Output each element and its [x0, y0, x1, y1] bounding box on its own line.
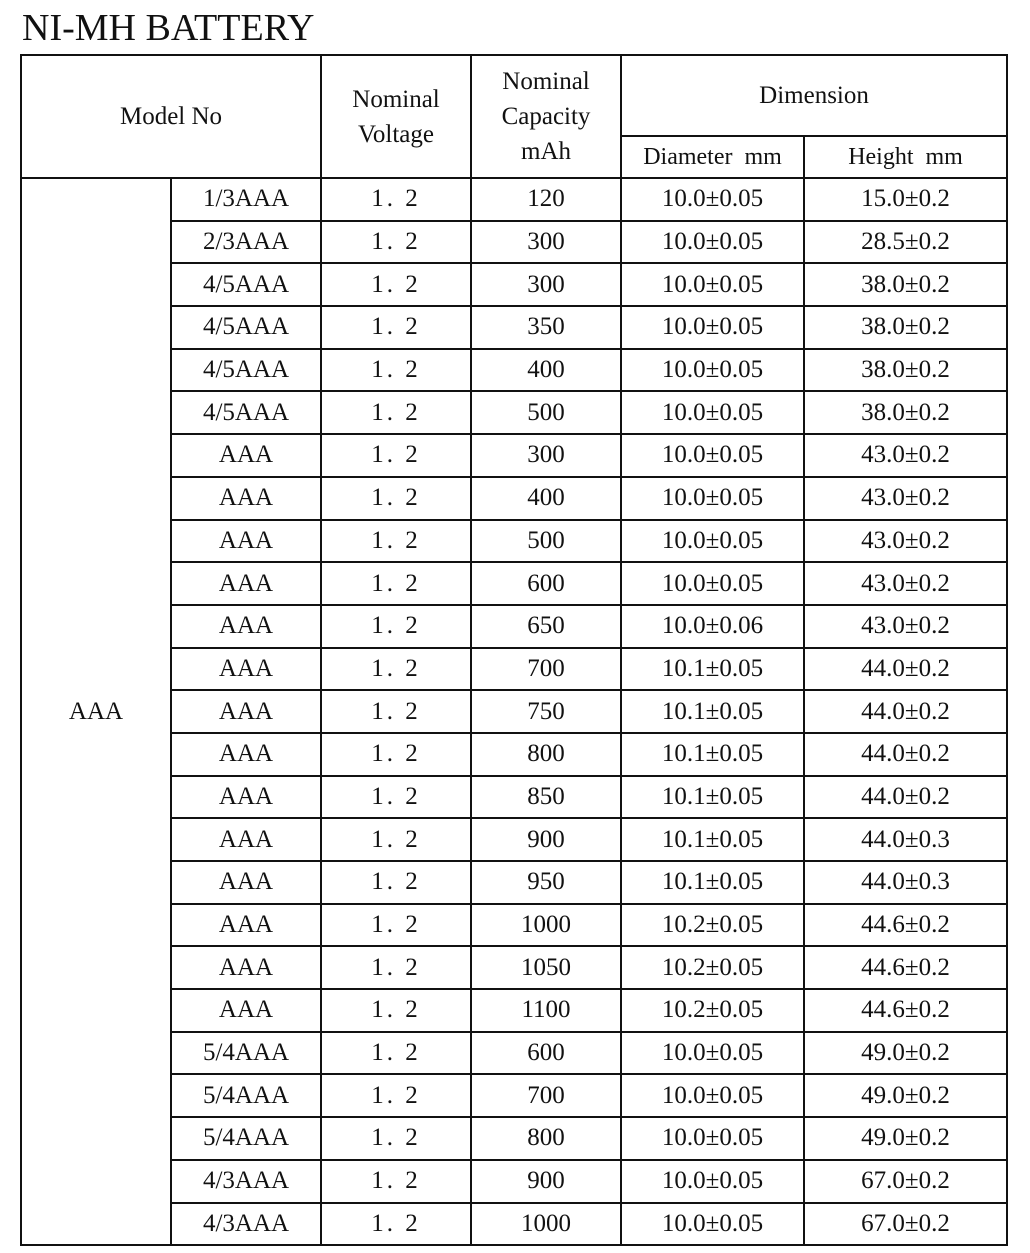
capacity-cell: 950 [471, 861, 621, 904]
capacity-cell: 500 [471, 520, 621, 563]
model-cell: AAA [171, 690, 321, 733]
height-cell: 44.0±0.2 [804, 648, 1007, 691]
header-row [21, 55, 1007, 136]
page-title: NI-MH BATTERY [22, 7, 315, 49]
capacity-cell: 400 [471, 477, 621, 520]
header-nominal-capacity [471, 55, 621, 178]
voltage-cell: 1. 2 [321, 1160, 471, 1203]
voltage-cell: 1. 2 [321, 562, 471, 605]
model-cell: 5/4AAA [171, 1117, 321, 1160]
model-cell: 4/5AAA [171, 391, 321, 434]
voltage-cell: 1. 2 [321, 221, 471, 264]
diameter-cell: 10.2±0.05 [621, 989, 804, 1032]
height-cell: 44.6±0.2 [804, 989, 1007, 1032]
capacity-cell: 700 [471, 648, 621, 691]
voltage-cell: 1. 2 [321, 989, 471, 1032]
capacity-cell: 600 [471, 1032, 621, 1075]
diameter-cell: 10.1±0.05 [621, 818, 804, 861]
table-row [21, 178, 1007, 221]
capacity-cell: 120 [471, 178, 621, 221]
voltage-cell: 1. 2 [321, 776, 471, 819]
height-cell: 44.0±0.2 [804, 690, 1007, 733]
model-cell: 4/5AAA [171, 263, 321, 306]
group-cell: AAA [21, 178, 171, 1245]
diameter-cell: 10.0±0.05 [621, 477, 804, 520]
diameter-cell: 10.0±0.05 [621, 1032, 804, 1075]
header-dimension: Dimension [621, 55, 1007, 136]
capacity-cell: 1100 [471, 989, 621, 1032]
height-cell: 67.0±0.2 [804, 1160, 1007, 1203]
diameter-cell: 10.2±0.05 [621, 904, 804, 947]
model-cell: AAA [171, 648, 321, 691]
voltage-cell: 1. 2 [321, 1032, 471, 1075]
model-cell: AAA [171, 989, 321, 1032]
voltage-cell: 1. 2 [321, 1203, 471, 1246]
voltage-cell: 1. 2 [321, 391, 471, 434]
model-cell: AAA [171, 477, 321, 520]
diameter-cell: 10.0±0.05 [621, 434, 804, 477]
height-cell: 38.0±0.2 [804, 349, 1007, 392]
voltage-cell: 1. 2 [321, 477, 471, 520]
capacity-cell: 500 [471, 391, 621, 434]
height-cell: 67.0±0.2 [804, 1203, 1007, 1246]
voltage-cell: 1. 2 [321, 178, 471, 221]
diameter-cell: 10.0±0.05 [621, 1117, 804, 1160]
voltage-cell: 1. 2 [321, 520, 471, 563]
height-cell: 43.0±0.2 [804, 605, 1007, 648]
capacity-cell: 300 [471, 221, 621, 264]
header-height: Height mm [804, 136, 1007, 178]
diameter-cell: 10.0±0.05 [621, 1203, 804, 1246]
capacity-cell: 900 [471, 818, 621, 861]
capacity-cell: 800 [471, 733, 621, 776]
model-cell: AAA [171, 605, 321, 648]
capacity-cell: 400 [471, 349, 621, 392]
model-cell: AAA [171, 818, 321, 861]
voltage-cell: 1. 2 [321, 818, 471, 861]
height-cell: 44.0±0.3 [804, 861, 1007, 904]
model-cell: 5/4AAA [171, 1074, 321, 1117]
height-cell: 44.0±0.2 [804, 733, 1007, 776]
model-cell: AAA [171, 562, 321, 605]
model-cell: AAA [171, 434, 321, 477]
diameter-cell: 10.0±0.05 [621, 562, 804, 605]
height-cell: 38.0±0.2 [804, 263, 1007, 306]
diameter-cell: 10.0±0.06 [621, 605, 804, 648]
capacity-cell: 300 [471, 263, 621, 306]
height-cell: 49.0±0.2 [804, 1032, 1007, 1075]
diameter-cell: 10.1±0.05 [621, 648, 804, 691]
table-body [21, 178, 1007, 1245]
voltage-cell: 1. 2 [321, 904, 471, 947]
header-nominal-capacity-line-2: Capacity [501, 103, 591, 130]
model-cell: AAA [171, 733, 321, 776]
model-cell: 2/3AAA [171, 221, 321, 264]
diameter-cell: 10.0±0.05 [621, 221, 804, 264]
voltage-cell: 1. 2 [321, 434, 471, 477]
height-cell: 44.6±0.2 [804, 946, 1007, 989]
voltage-cell: 1. 2 [321, 349, 471, 392]
capacity-cell: 650 [471, 605, 621, 648]
voltage-cell: 1. 2 [321, 861, 471, 904]
diameter-cell: 10.0±0.05 [621, 1074, 804, 1117]
model-cell: 4/3AAA [171, 1160, 321, 1203]
diameter-cell: 10.2±0.05 [621, 946, 804, 989]
diameter-cell: 10.1±0.05 [621, 690, 804, 733]
height-cell: 38.0±0.2 [804, 306, 1007, 349]
height-cell: 38.0±0.2 [804, 391, 1007, 434]
diameter-cell: 10.0±0.05 [621, 391, 804, 434]
model-cell: AAA [171, 776, 321, 819]
battery-spec-table [20, 54, 1008, 1246]
header-nominal-capacity-line-1: Nominal [502, 68, 590, 95]
header-nominal-voltage-line-2: Voltage [358, 120, 434, 148]
header-nominal-voltage-line-1: Nominal [352, 85, 440, 113]
model-cell: 4/5AAA [171, 349, 321, 392]
voltage-cell: 1. 2 [321, 648, 471, 691]
capacity-cell: 1000 [471, 1203, 621, 1246]
capacity-cell: 300 [471, 434, 621, 477]
diameter-cell: 10.1±0.05 [621, 776, 804, 819]
header-diameter: Diameter mm [621, 136, 804, 178]
height-cell: 15.0±0.2 [804, 178, 1007, 221]
voltage-cell: 1. 2 [321, 263, 471, 306]
diameter-cell: 10.1±0.05 [621, 733, 804, 776]
voltage-cell: 1. 2 [321, 690, 471, 733]
capacity-cell: 900 [471, 1160, 621, 1203]
capacity-cell: 800 [471, 1117, 621, 1160]
capacity-cell: 600 [471, 562, 621, 605]
capacity-cell: 1000 [471, 904, 621, 947]
diameter-cell: 10.0±0.05 [621, 520, 804, 563]
model-cell: 4/3AAA [171, 1203, 321, 1246]
capacity-cell: 750 [471, 690, 621, 733]
diameter-cell: 10.0±0.05 [621, 306, 804, 349]
voltage-cell: 1. 2 [321, 733, 471, 776]
voltage-cell: 1. 2 [321, 306, 471, 349]
height-cell: 44.6±0.2 [804, 904, 1007, 947]
diameter-cell: 10.1±0.05 [621, 861, 804, 904]
capacity-cell: 700 [471, 1074, 621, 1117]
header-model-no: Model No [21, 55, 321, 178]
diameter-cell: 10.0±0.05 [621, 263, 804, 306]
height-cell: 28.5±0.2 [804, 221, 1007, 264]
capacity-cell: 1050 [471, 946, 621, 989]
model-cell: AAA [171, 946, 321, 989]
height-cell: 44.0±0.2 [804, 776, 1007, 819]
height-cell: 43.0±0.2 [804, 520, 1007, 563]
voltage-cell: 1. 2 [321, 1117, 471, 1160]
diameter-cell: 10.0±0.05 [621, 349, 804, 392]
model-cell: 4/5AAA [171, 306, 321, 349]
capacity-cell: 850 [471, 776, 621, 819]
diameter-cell: 10.0±0.05 [621, 178, 804, 221]
height-cell: 43.0±0.2 [804, 562, 1007, 605]
capacity-cell: 350 [471, 306, 621, 349]
model-cell: AAA [171, 520, 321, 563]
height-cell: 44.0±0.3 [804, 818, 1007, 861]
model-cell: 5/4AAA [171, 1032, 321, 1075]
voltage-cell: 1. 2 [321, 605, 471, 648]
height-cell: 49.0±0.2 [804, 1117, 1007, 1160]
diameter-cell: 10.0±0.05 [621, 1160, 804, 1203]
height-cell: 43.0±0.2 [804, 434, 1007, 477]
height-cell: 49.0±0.2 [804, 1074, 1007, 1117]
height-cell: 43.0±0.2 [804, 477, 1007, 520]
model-cell: 1/3AAA [171, 178, 321, 221]
model-cell: AAA [171, 861, 321, 904]
model-cell: AAA [171, 904, 321, 947]
header-nominal-capacity-line-3: mAh [521, 138, 572, 165]
voltage-cell: 1. 2 [321, 1074, 471, 1117]
voltage-cell: 1. 2 [321, 946, 471, 989]
header-nominal-voltage [321, 55, 471, 178]
